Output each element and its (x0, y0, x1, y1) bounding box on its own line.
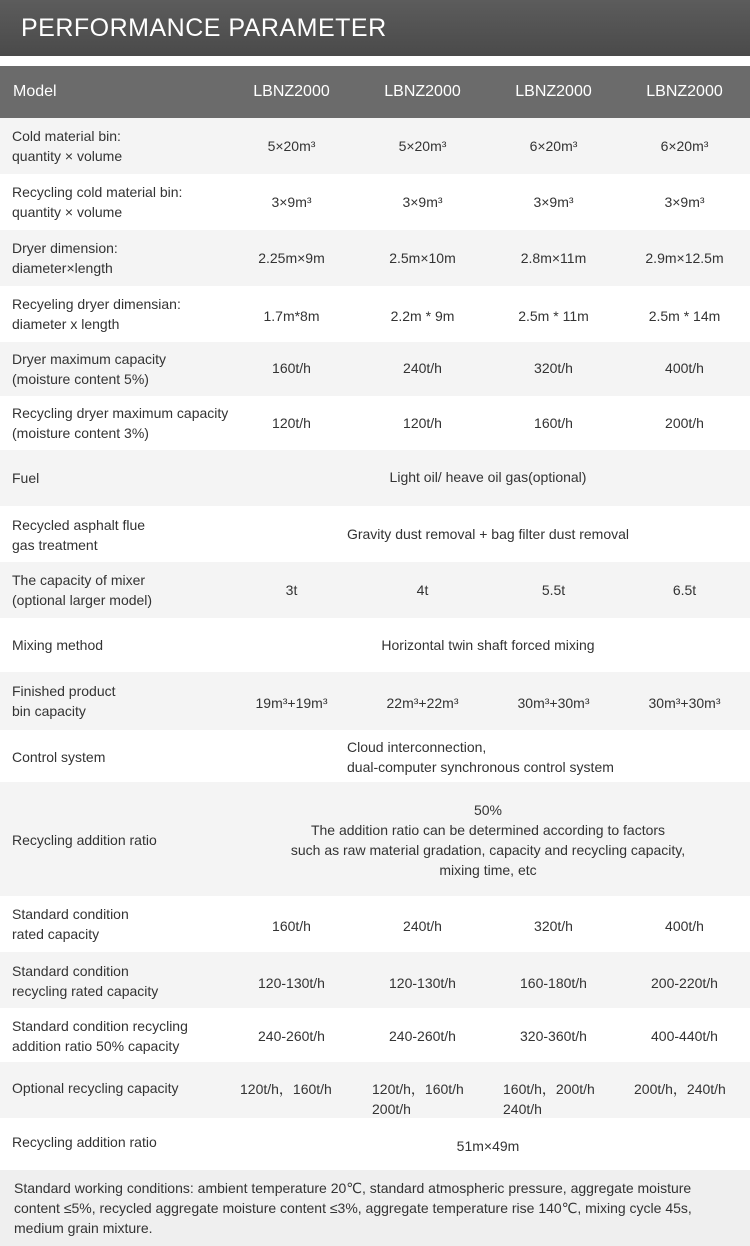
row-label-line: Recycling addition ratio (12, 832, 157, 848)
table-row (0, 286, 750, 342)
table-cell: 3t (285, 582, 298, 598)
table-row (0, 174, 750, 230)
table-row (0, 1062, 750, 1118)
row-label-line: Control system (12, 749, 106, 765)
table-row (0, 396, 750, 450)
spacer (0, 56, 750, 66)
row-label (12, 450, 248, 506)
table-cell: 240-260t/h (258, 1028, 325, 1044)
table-cell: 120t/h，160t/h (240, 1081, 332, 1097)
row-label (12, 952, 248, 1010)
row-label (12, 286, 248, 342)
table-row (0, 618, 750, 672)
row-label-line: (moisture content 5%) (12, 371, 149, 387)
table-row (0, 118, 750, 174)
row-label (12, 342, 248, 396)
row-label (12, 672, 248, 730)
table-cell: 5×20m³ (267, 138, 316, 154)
row-label-line: Fuel (12, 470, 40, 486)
header-model-3: LBNZ2000 (515, 83, 592, 100)
row-label (12, 230, 248, 286)
merged-cell: Horizontal twin shaft forced mixing (381, 637, 595, 653)
table-cell: 120t/h，160t/h 200t/h (372, 1081, 464, 1117)
row-label-line: Mixing method (12, 637, 104, 653)
merged-cell-line: dual-computer synchronous control system (347, 759, 614, 775)
table-cell: 160t/h (272, 360, 311, 376)
row-label-line: Recycling dryer maximum capacity (12, 405, 229, 421)
row-label-line: recycling rated capacity (12, 983, 159, 999)
row-label-line: Cold material bin: (12, 128, 121, 144)
row-label-line: diameter x length (12, 316, 120, 332)
row-label-line: Dryer dimension: (12, 240, 118, 256)
table-cell: 120-130t/h (258, 975, 325, 991)
row-label-line: bin capacity (12, 703, 86, 719)
merged-cell-line: such as raw material gradation, capacity and recycling capacity, (290, 842, 686, 858)
table-cell: 30m³+30m³ (648, 695, 721, 711)
table-row (0, 1008, 750, 1062)
row-label (12, 118, 248, 174)
table-cell: 160t/h，200t/h 240t/h (503, 1081, 595, 1117)
footer-note: Standard working conditions: ambient temperature 20℃, standard atmospheric pressure, aggregate moisture content ≤5%, recycled aggregate moisture content ≤3%, aggregate temperature rise 140℃, mixing cycle 45s, medium grain mixture. (14, 1180, 692, 1236)
table-row (0, 562, 750, 618)
title-banner (0, 0, 750, 56)
table-cell: 5×20m³ (398, 138, 447, 154)
merged-cell-line: The addition ratio can be determined according to factors (310, 822, 666, 838)
table-cell: 400t/h (665, 918, 704, 934)
table-cell: 3×9m³ (533, 194, 574, 210)
row-label-line: rated capacity (12, 926, 100, 942)
row-label-line: (optional larger model) (12, 592, 153, 608)
table-cell: 320-360t/h (520, 1028, 587, 1044)
table-cell: 1.7m*8m (263, 308, 320, 324)
table-row (0, 1118, 750, 1170)
header-model-label: Model (13, 83, 57, 100)
row-label (12, 562, 248, 618)
footer-note-box (0, 1170, 750, 1246)
row-label (12, 396, 248, 450)
row-label (12, 618, 248, 672)
table-cell: 120-130t/h (389, 975, 456, 991)
table-cell: 2.8m×11m (520, 250, 587, 266)
row-label-line: Dryer maximum capacity (12, 351, 167, 367)
table-row (0, 342, 750, 396)
table-row (0, 782, 750, 896)
row-label-line: Recycling addition ratio (12, 1134, 157, 1150)
table-cell: 4t (416, 582, 429, 598)
row-label (12, 174, 248, 230)
merged-cell-line: mixing time, etc (439, 862, 537, 878)
table-cell: 320t/h (534, 918, 573, 934)
table-cell: 160t/h (534, 415, 573, 431)
row-label-line: Recyeling dryer dimensian: (12, 296, 181, 312)
table-cell: 120t/h (403, 415, 442, 431)
table-cell: 6×20m³ (529, 138, 578, 154)
table-cell: 200t/h (665, 415, 704, 431)
merged-cell-line: 50% (473, 802, 503, 818)
table-cell: 240t/h (403, 918, 442, 934)
row-label (12, 1118, 248, 1166)
table-cell: 400t/h (665, 360, 704, 376)
table-row (0, 506, 750, 562)
table-row (0, 952, 750, 1008)
table-cell: 19m³+19m³ (255, 695, 328, 711)
table-cell: 2.9m×12.5m (645, 250, 724, 266)
table-row (0, 896, 750, 952)
table-cell: 2.5m * 11m (518, 308, 589, 324)
row-label-line: quantity × volume (12, 204, 123, 220)
row-label-line: addition ratio 50% capacity (12, 1038, 180, 1054)
table-cell: 3×9m³ (664, 194, 705, 210)
row-label (12, 1062, 248, 1114)
table-cell: 3×9m³ (402, 194, 443, 210)
table-header (0, 66, 750, 118)
row-label-line: Optional recycling capacity (12, 1080, 179, 1096)
table-cell: 2.5m * 14m (648, 308, 721, 324)
table-cell: 160-180t/h (520, 975, 587, 991)
table-cell: 200-220t/h (651, 975, 718, 991)
row-label (12, 506, 248, 564)
table-cell: 400-440t/h (651, 1028, 718, 1044)
table-cell: 22m³+22m³ (386, 695, 459, 711)
merged-cell (226, 782, 750, 898)
table-cell: 160t/h (272, 918, 311, 934)
row-label-line: Standard condition (12, 963, 129, 979)
row-label-line: (moisture content 3%) (12, 425, 149, 441)
table-cell: 200t/h，240t/h (634, 1081, 726, 1097)
table-row (0, 230, 750, 286)
table-cell: 3×9m³ (271, 194, 312, 210)
row-label-line: diameter×length (12, 260, 113, 276)
header-model-1: LBNZ2000 (253, 83, 330, 100)
row-label-line: Recycled asphalt flue (12, 517, 146, 533)
row-label (12, 782, 248, 898)
header-model-4: LBNZ2000 (646, 83, 723, 100)
table-cell: 240t/h (403, 360, 442, 376)
table-cell: 240-260t/h (389, 1028, 456, 1044)
row-label-line: Recycling cold material bin: (12, 184, 183, 200)
row-label-line: Standard condition (12, 906, 129, 922)
row-label (12, 896, 248, 952)
table-row (0, 450, 750, 506)
row-label-line: Finished product (12, 683, 116, 699)
table-cell: 6.5t (672, 582, 697, 598)
row-label-line: The capacity of mixer (12, 572, 146, 588)
table-cell: 30m³+30m³ (517, 695, 590, 711)
table-cell: 5.5t (541, 582, 566, 598)
merged-cell-line: Cloud interconnection, (347, 739, 487, 755)
table-row (0, 672, 750, 730)
merged-cell: Gravity dust removal + bag filter dust removal (346, 526, 630, 542)
page-title: PERFORMANCE PARAMETER (21, 14, 387, 42)
table-cell: 2.2m * 9m (390, 308, 455, 324)
table-cell: 320t/h (534, 360, 573, 376)
table-cell: 2.25m×9m (258, 250, 325, 266)
row-label-line: quantity × volume (12, 148, 123, 164)
table-cell: 120t/h (272, 415, 311, 431)
table-cell: 2.5m×10m (389, 250, 456, 266)
row-label (12, 730, 248, 784)
header-model-2: LBNZ2000 (384, 83, 461, 100)
table-cell: 6×20m³ (660, 138, 709, 154)
row-label-line: Standard condition recycling (12, 1018, 188, 1034)
merged-cell: Light oil/ heave oil gas(optional) (389, 469, 587, 485)
merged-cell: 51m×49m (456, 1138, 520, 1154)
row-label-line: gas treatment (12, 537, 98, 553)
row-label (12, 1008, 248, 1064)
